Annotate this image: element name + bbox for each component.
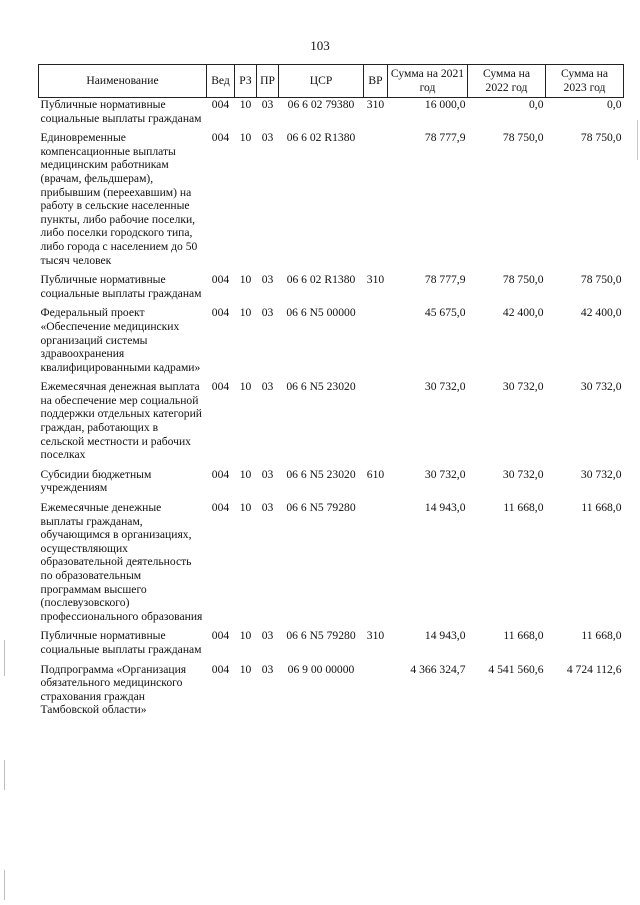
- col-header-name: Наименование: [39, 65, 207, 98]
- col-header-vr: ВР: [364, 65, 388, 98]
- row-ved: 004: [211, 467, 230, 481]
- row-pr: 03: [261, 98, 274, 111]
- row-name: Подпрограмма «Организация обязательного медицинского страхования граждан Тамбовской области»: [40, 662, 187, 717]
- col-header-sum-2021: Сумма на 2021 год: [388, 65, 468, 98]
- row-name: Субсидии бюджетным учреждениям: [40, 467, 152, 495]
- row-ved: 004: [211, 131, 230, 145]
- row-sum-2021: 14 943,0: [424, 629, 466, 643]
- row-vr: [364, 663, 388, 723]
- row-ved: 004: [211, 629, 230, 643]
- row-ved: 004: [211, 306, 230, 320]
- row-sum-2022: 78 750,0: [502, 131, 544, 145]
- row-name: Федеральный проект «Обеспечение медицинских организаций системы здравоохранения квалифицированными кадрами»: [40, 306, 201, 374]
- row-ved: 004: [211, 662, 230, 676]
- col-header-sum-2023: Сумма на 2023 год: [546, 65, 624, 98]
- row-ved: 004: [211, 380, 230, 394]
- scan-edge-mark: [4, 760, 5, 790]
- row-vr: [364, 380, 388, 468]
- table-row: [39, 629, 624, 662]
- row-sum-2023: 78 750,0: [580, 273, 622, 287]
- row-name: Публичные нормативные социальные выплаты гражданам: [40, 273, 202, 300]
- row-rz: 10: [239, 501, 252, 515]
- row-sum-2022: 78 750,0: [502, 273, 544, 287]
- row-pr: 03: [261, 380, 274, 394]
- row-pr: 03: [261, 273, 274, 287]
- row-sum-2022: 11 668,0: [503, 629, 544, 643]
- row-ved: 004: [211, 98, 230, 111]
- row-rz: 10: [239, 467, 252, 481]
- row-csr: 06 6 02 79380: [287, 98, 355, 111]
- row-pr: 03: [261, 306, 274, 320]
- row-name: Публичные нормативные социальные выплаты гражданам: [40, 629, 202, 656]
- row-vr: [364, 306, 388, 380]
- row-pr: 03: [261, 131, 274, 145]
- col-header-sum-2022: Сумма на 2022 год: [468, 65, 546, 98]
- row-name: Ежемесячные денежные выплаты гражданам, обучающимся в организациях, осуществляющих образовательной деятельность по образовательным программам высшего (послевузовского) профессионального образования: [40, 501, 203, 623]
- row-pr: 03: [261, 629, 274, 643]
- row-vr: 310: [366, 629, 385, 643]
- row-sum-2021: 16 000,0: [424, 98, 466, 111]
- row-ved: 004: [211, 501, 230, 515]
- table-row: [39, 468, 624, 501]
- row-sum-2021: 45 675,0: [424, 306, 466, 320]
- row-vr: [364, 131, 388, 273]
- row-rz: 10: [239, 98, 252, 111]
- col-header-csr: ЦСР: [279, 65, 364, 98]
- table-row: [39, 273, 624, 306]
- row-vr: 310: [366, 273, 385, 287]
- row-sum-2023: 30 732,0: [580, 380, 622, 394]
- row-csr: 06 6 N5 00000: [286, 306, 356, 320]
- row-sum-2022: 4 541 560,6: [488, 662, 544, 676]
- table-header-row: [39, 65, 624, 98]
- row-csr: 06 9 00 00000: [287, 662, 355, 676]
- scan-edge-mark: [4, 640, 5, 676]
- row-sum-2023: 4 724 112,6: [566, 662, 622, 676]
- table-row: [39, 380, 624, 468]
- row-rz: 10: [239, 380, 252, 394]
- budget-table: [38, 64, 624, 723]
- scan-edge-mark: [637, 120, 638, 160]
- row-sum-2021: 14 943,0: [424, 501, 466, 515]
- row-sum-2023: 0,0: [607, 98, 622, 111]
- row-sum-2021: 4 366 324,7: [410, 662, 466, 676]
- row-sum-2022: 30 732,0: [502, 380, 544, 394]
- table-row: [39, 131, 624, 273]
- row-pr: 03: [261, 501, 274, 515]
- col-header-pr: ПР: [257, 65, 279, 98]
- row-sum-2022: 11 668,0: [503, 501, 544, 515]
- row-rz: 10: [239, 662, 252, 676]
- row-pr: 03: [261, 467, 274, 481]
- page-number: 103: [310, 38, 330, 53]
- row-name: Единовременные компенсационные выплаты медицинским работникам (врачам, фельдшерам), прибывшим (переехавшим) на работу в сельские населенные пункты, либо рабочие поселки, либо поселки городского типа, либо города с населением до 50 тысяч человек: [40, 131, 198, 267]
- row-csr: 06 6 02 R1380: [286, 131, 356, 145]
- row-csr: 06 6 N5 79280: [286, 501, 356, 515]
- table-row: [39, 306, 624, 380]
- row-name: Публичные нормативные социальные выплаты гражданам: [40, 98, 202, 125]
- row-rz: 10: [239, 629, 252, 643]
- col-header-ved: Вед: [207, 65, 235, 98]
- row-rz: 10: [239, 306, 252, 320]
- row-ved: 004: [211, 273, 230, 287]
- row-sum-2021: 30 732,0: [424, 380, 466, 394]
- table-body: [39, 98, 624, 723]
- row-vr: 610: [366, 467, 385, 481]
- table-row: [39, 501, 624, 629]
- row-sum-2021: 30 732,0: [424, 467, 466, 481]
- row-pr: 03: [261, 662, 274, 676]
- row-sum-2023: 42 400,0: [580, 306, 622, 320]
- row-csr: 06 6 N5 79280: [286, 629, 356, 643]
- row-sum-2023: 30 732,0: [580, 467, 622, 481]
- row-sum-2023: 11 668,0: [581, 501, 622, 515]
- table-row: [39, 663, 624, 723]
- row-rz: 10: [239, 131, 252, 145]
- col-header-rz: РЗ: [235, 65, 257, 98]
- row-sum-2021: 78 777,9: [424, 131, 466, 145]
- row-sum-2022: 30 732,0: [502, 467, 544, 481]
- row-csr: 06 6 N5 23020: [286, 467, 356, 481]
- row-vr: [364, 501, 388, 629]
- row-rz: 10: [239, 273, 252, 287]
- row-sum-2022: 0,0: [529, 98, 544, 111]
- table-row: [39, 98, 624, 132]
- row-sum-2023: 11 668,0: [581, 629, 622, 643]
- row-vr: 310: [366, 98, 385, 111]
- row-sum-2021: 78 777,9: [424, 273, 466, 287]
- row-sum-2022: 42 400,0: [502, 306, 544, 320]
- row-csr: 06 6 N5 23020: [286, 380, 356, 394]
- row-csr: 06 6 02 R1380: [286, 273, 356, 287]
- row-name: Ежемесячная денежная выплата на обеспечение мер социальной поддержки отдельных категорий граждан, работающих в сельской местности и рабочих поселках: [40, 380, 203, 462]
- row-sum-2023: 78 750,0: [580, 131, 622, 145]
- scan-edge-mark: [4, 870, 5, 900]
